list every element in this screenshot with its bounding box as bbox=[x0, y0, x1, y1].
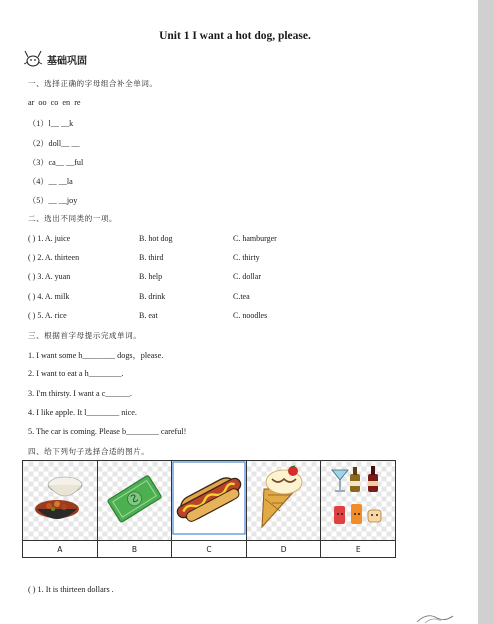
choice-a: ( ) 3. A. yuan bbox=[28, 272, 71, 281]
section2-heading: 二、选出不同类的一项。 bbox=[28, 214, 118, 223]
section3-item: 4. I like apple. It l________ nice. bbox=[28, 408, 137, 417]
section3-item: 1. I want some h________ dogs，please. bbox=[28, 351, 164, 360]
scrollbar[interactable] bbox=[478, 0, 494, 624]
section3-item: 5. The car is coming. Please b________ careful! bbox=[28, 427, 187, 436]
decorative-sketch-icon bbox=[415, 612, 455, 624]
mascot-icon bbox=[22, 50, 44, 68]
badge-label: 基础巩固 bbox=[47, 55, 87, 67]
page-title: Unit 1 I want a hot dog, please. bbox=[159, 30, 311, 42]
dollar-bill-icon bbox=[104, 468, 164, 528]
section1-item: （2）doll__ __ bbox=[28, 139, 80, 148]
choice-a: ( ) 1. A. juice bbox=[28, 234, 71, 243]
section-badge bbox=[22, 50, 87, 68]
picture-c bbox=[172, 461, 247, 541]
picture-letter: A bbox=[23, 541, 98, 558]
choice-c: C. thirty bbox=[233, 253, 260, 262]
ice-cream-icon bbox=[254, 465, 314, 531]
picture-d bbox=[246, 461, 321, 541]
choice-b: B. third bbox=[139, 253, 164, 262]
choice-b: B. drink bbox=[139, 292, 166, 301]
section3-item: 3. I'm thirsty. I want a c______. bbox=[28, 389, 132, 398]
choice-b: B. help bbox=[139, 272, 163, 281]
section4-heading: 四、给下列句子选择合适的图片。 bbox=[28, 447, 150, 456]
section4-item: ( ) 1. It is thirteen dollars . bbox=[28, 585, 114, 594]
section1-item: （3）ca__ __ful bbox=[28, 158, 84, 167]
section3-heading: 三、根据首字母提示完成单词。 bbox=[28, 331, 142, 340]
hot-dog-icon bbox=[172, 461, 246, 535]
choice-a: ( ) 2. A. thirteen bbox=[28, 253, 80, 262]
letter-options: ar oo co en re bbox=[28, 98, 81, 107]
choice-b: B. hot dog bbox=[139, 234, 173, 243]
picture-b bbox=[97, 461, 172, 541]
choice-a: ( ) 4. A. milk bbox=[28, 292, 70, 301]
choice-c: C. hamburger bbox=[233, 234, 277, 243]
picture-a bbox=[23, 461, 98, 541]
section3-item: 2. I want to eat a h________. bbox=[28, 369, 124, 378]
choice-c: C. dollar bbox=[233, 272, 261, 281]
section1-item: （5）__ __joy bbox=[28, 196, 78, 205]
section1-heading: 一、选择正确的字母组合补全单词。 bbox=[28, 79, 158, 88]
rice-bowl-icon bbox=[31, 467, 89, 529]
choice-b: B. eat bbox=[139, 311, 158, 320]
picture-table bbox=[22, 460, 396, 558]
choice-c: C. noodles bbox=[233, 311, 268, 320]
choice-a: ( ) 5. A. rice bbox=[28, 311, 67, 320]
drinks-icon bbox=[328, 464, 388, 532]
picture-e bbox=[321, 461, 396, 541]
picture-letter: C bbox=[172, 541, 247, 558]
picture-letter: B bbox=[97, 541, 172, 558]
picture-letter: E bbox=[321, 541, 396, 558]
section1-item: （1）l__ __k bbox=[28, 119, 74, 128]
picture-letter: D bbox=[246, 541, 321, 558]
choice-c: C.tea bbox=[233, 292, 250, 301]
section1-item: （4）__ __la bbox=[28, 177, 73, 186]
